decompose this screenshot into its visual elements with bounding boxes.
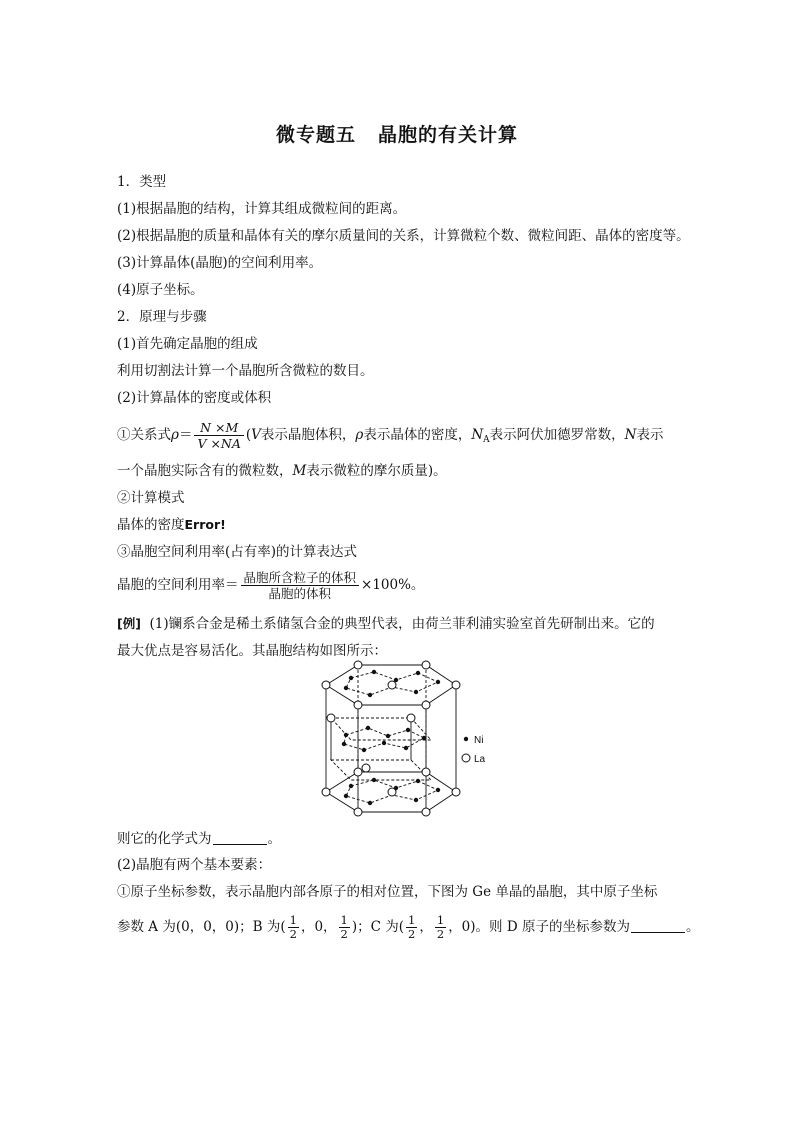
calc-mode-label: ②计算模式 [117, 490, 185, 506]
type-item-2: (2)根据晶胞的质量和晶体有关的摩尔质量间的关系，计算微粒个数、微粒间距、晶体的密度等。 [117, 228, 690, 244]
la-legend-circle [462, 754, 470, 762]
density-label: 晶体的密度 [117, 517, 185, 533]
ni-legend-label: Ni [474, 735, 484, 746]
question-1-text: 则它的化学式为 [117, 831, 212, 847]
utilization-tail: ×100%。 [361, 577, 425, 593]
utilization-lhs: 晶胞的空间利用率＝ [117, 577, 239, 593]
title-part2: 晶胞的有关计算 [378, 124, 519, 146]
fraction-half-c2 [435, 914, 446, 941]
coordinate-line [117, 914, 699, 941]
la-legend-label: La [474, 754, 486, 765]
coord-b-end: )；C 为( [351, 919, 405, 935]
coord-a-text: 参数 A 为(0，0，0)；B 为( [117, 919, 286, 935]
n-symbol: N [624, 427, 637, 443]
example-tag: [例] [117, 616, 141, 631]
na-desc: 表示阿伏加德罗常数， [489, 427, 625, 443]
type-item-1: (1)根据晶胞的结构，计算其组成微粒间的距离。 [117, 201, 407, 217]
rho-desc: 表示晶体的密度， [363, 427, 472, 443]
half-den: 2 [408, 927, 416, 941]
step-2-heading: (2)计算晶体的密度或体积 [117, 390, 272, 406]
page-title [0, 120, 794, 147]
fraction-half-b2 [339, 914, 350, 941]
v-symbol: V [251, 427, 261, 443]
coord-end: 。 [685, 919, 700, 935]
half-num: 1 [289, 913, 297, 927]
equals-sign: ＝ [178, 427, 193, 443]
na-subscript: A [483, 435, 490, 445]
question-2: (2)晶胞有两个基本要素： [117, 857, 272, 873]
step-1-heading: (1)首先确定晶胞的组成 [117, 336, 258, 352]
section-1-heading: 1．类型 [117, 174, 167, 190]
utilization-numerator: 晶胞所含粒子的体积 [241, 570, 360, 586]
formula-line-2 [117, 461, 447, 481]
sep: ， [419, 919, 433, 935]
type-item-4: (4)原子坐标。 [117, 282, 204, 298]
half-den: 2 [436, 927, 445, 941]
density-fraction [194, 420, 243, 451]
question-1-end: 。 [267, 831, 281, 847]
open-paren: ( [245, 427, 252, 443]
half-num: 1 [408, 913, 416, 927]
type-item-3: (3)计算晶体(晶胞)的空间利用率。 [117, 255, 323, 271]
utilization-label: ③晶胞空间利用率(占有率)的计算表达式 [117, 544, 358, 560]
fraction-half-b1 [288, 914, 299, 941]
rho-symbol-2: ρ [355, 427, 364, 443]
ni-legend-dot [464, 737, 468, 741]
utilization-fraction [241, 570, 360, 601]
density-formula-line [117, 420, 663, 451]
sep: ， [300, 919, 315, 935]
rho-symbol: ρ [171, 427, 179, 443]
fraction-half-c1 [406, 914, 417, 941]
half-num: 1 [436, 913, 445, 927]
half-num: 1 [340, 913, 348, 927]
question-2-part-1: ①原子坐标参数，表示晶胞内部各原子的相对位置，下图为 Ge 单晶的晶胞，其中原子坐标 [117, 884, 658, 900]
n-desc-start: 表示 [636, 427, 664, 443]
step-1-description: 利用切割法计算一个晶胞所含微粒的数目。 [117, 363, 374, 379]
example-line-1 [117, 614, 655, 634]
example-line-2: 最大优点是容易活化。其晶胞结构如图所示： [117, 643, 387, 659]
utilization-formula [117, 570, 424, 601]
question-1 [117, 829, 281, 849]
sep: ， [323, 919, 337, 935]
half-den: 2 [289, 927, 297, 941]
density-calc-line [117, 515, 226, 535]
half-den: 2 [340, 927, 348, 941]
coord-c-end: ，0)。则 D 原子的坐标参数为 [448, 919, 630, 935]
n-desc: 一个晶胞实际含有的微粒数， [117, 463, 293, 479]
na-symbol: N [471, 427, 484, 443]
fraction-numerator: N ×M [194, 420, 243, 436]
formula-prefix: ①关系式 [117, 427, 171, 443]
crystal-cell-figure [296, 660, 496, 820]
section-2-heading: 2．原理与步骤 [117, 309, 207, 325]
m-symbol: M [292, 463, 307, 479]
zero: 0 [314, 919, 324, 935]
utilization-denominator: 晶胞的体积 [268, 586, 332, 601]
m-desc: 表示微粒的摩尔质量)。 [306, 463, 447, 479]
v-desc: 表示晶胞体积， [260, 427, 356, 443]
error-text: Error! [184, 517, 226, 532]
answer-blank-1 [213, 830, 267, 845]
title-part1: 微专题五 [275, 124, 356, 146]
answer-blank-2 [631, 918, 685, 933]
example-text-1: (1)镧系合金是稀土系储氢合金的典型代表，由荷兰菲利浦实验室首先研制出来。它的 [149, 616, 655, 632]
fraction-denominator: V ×NA [197, 436, 241, 451]
